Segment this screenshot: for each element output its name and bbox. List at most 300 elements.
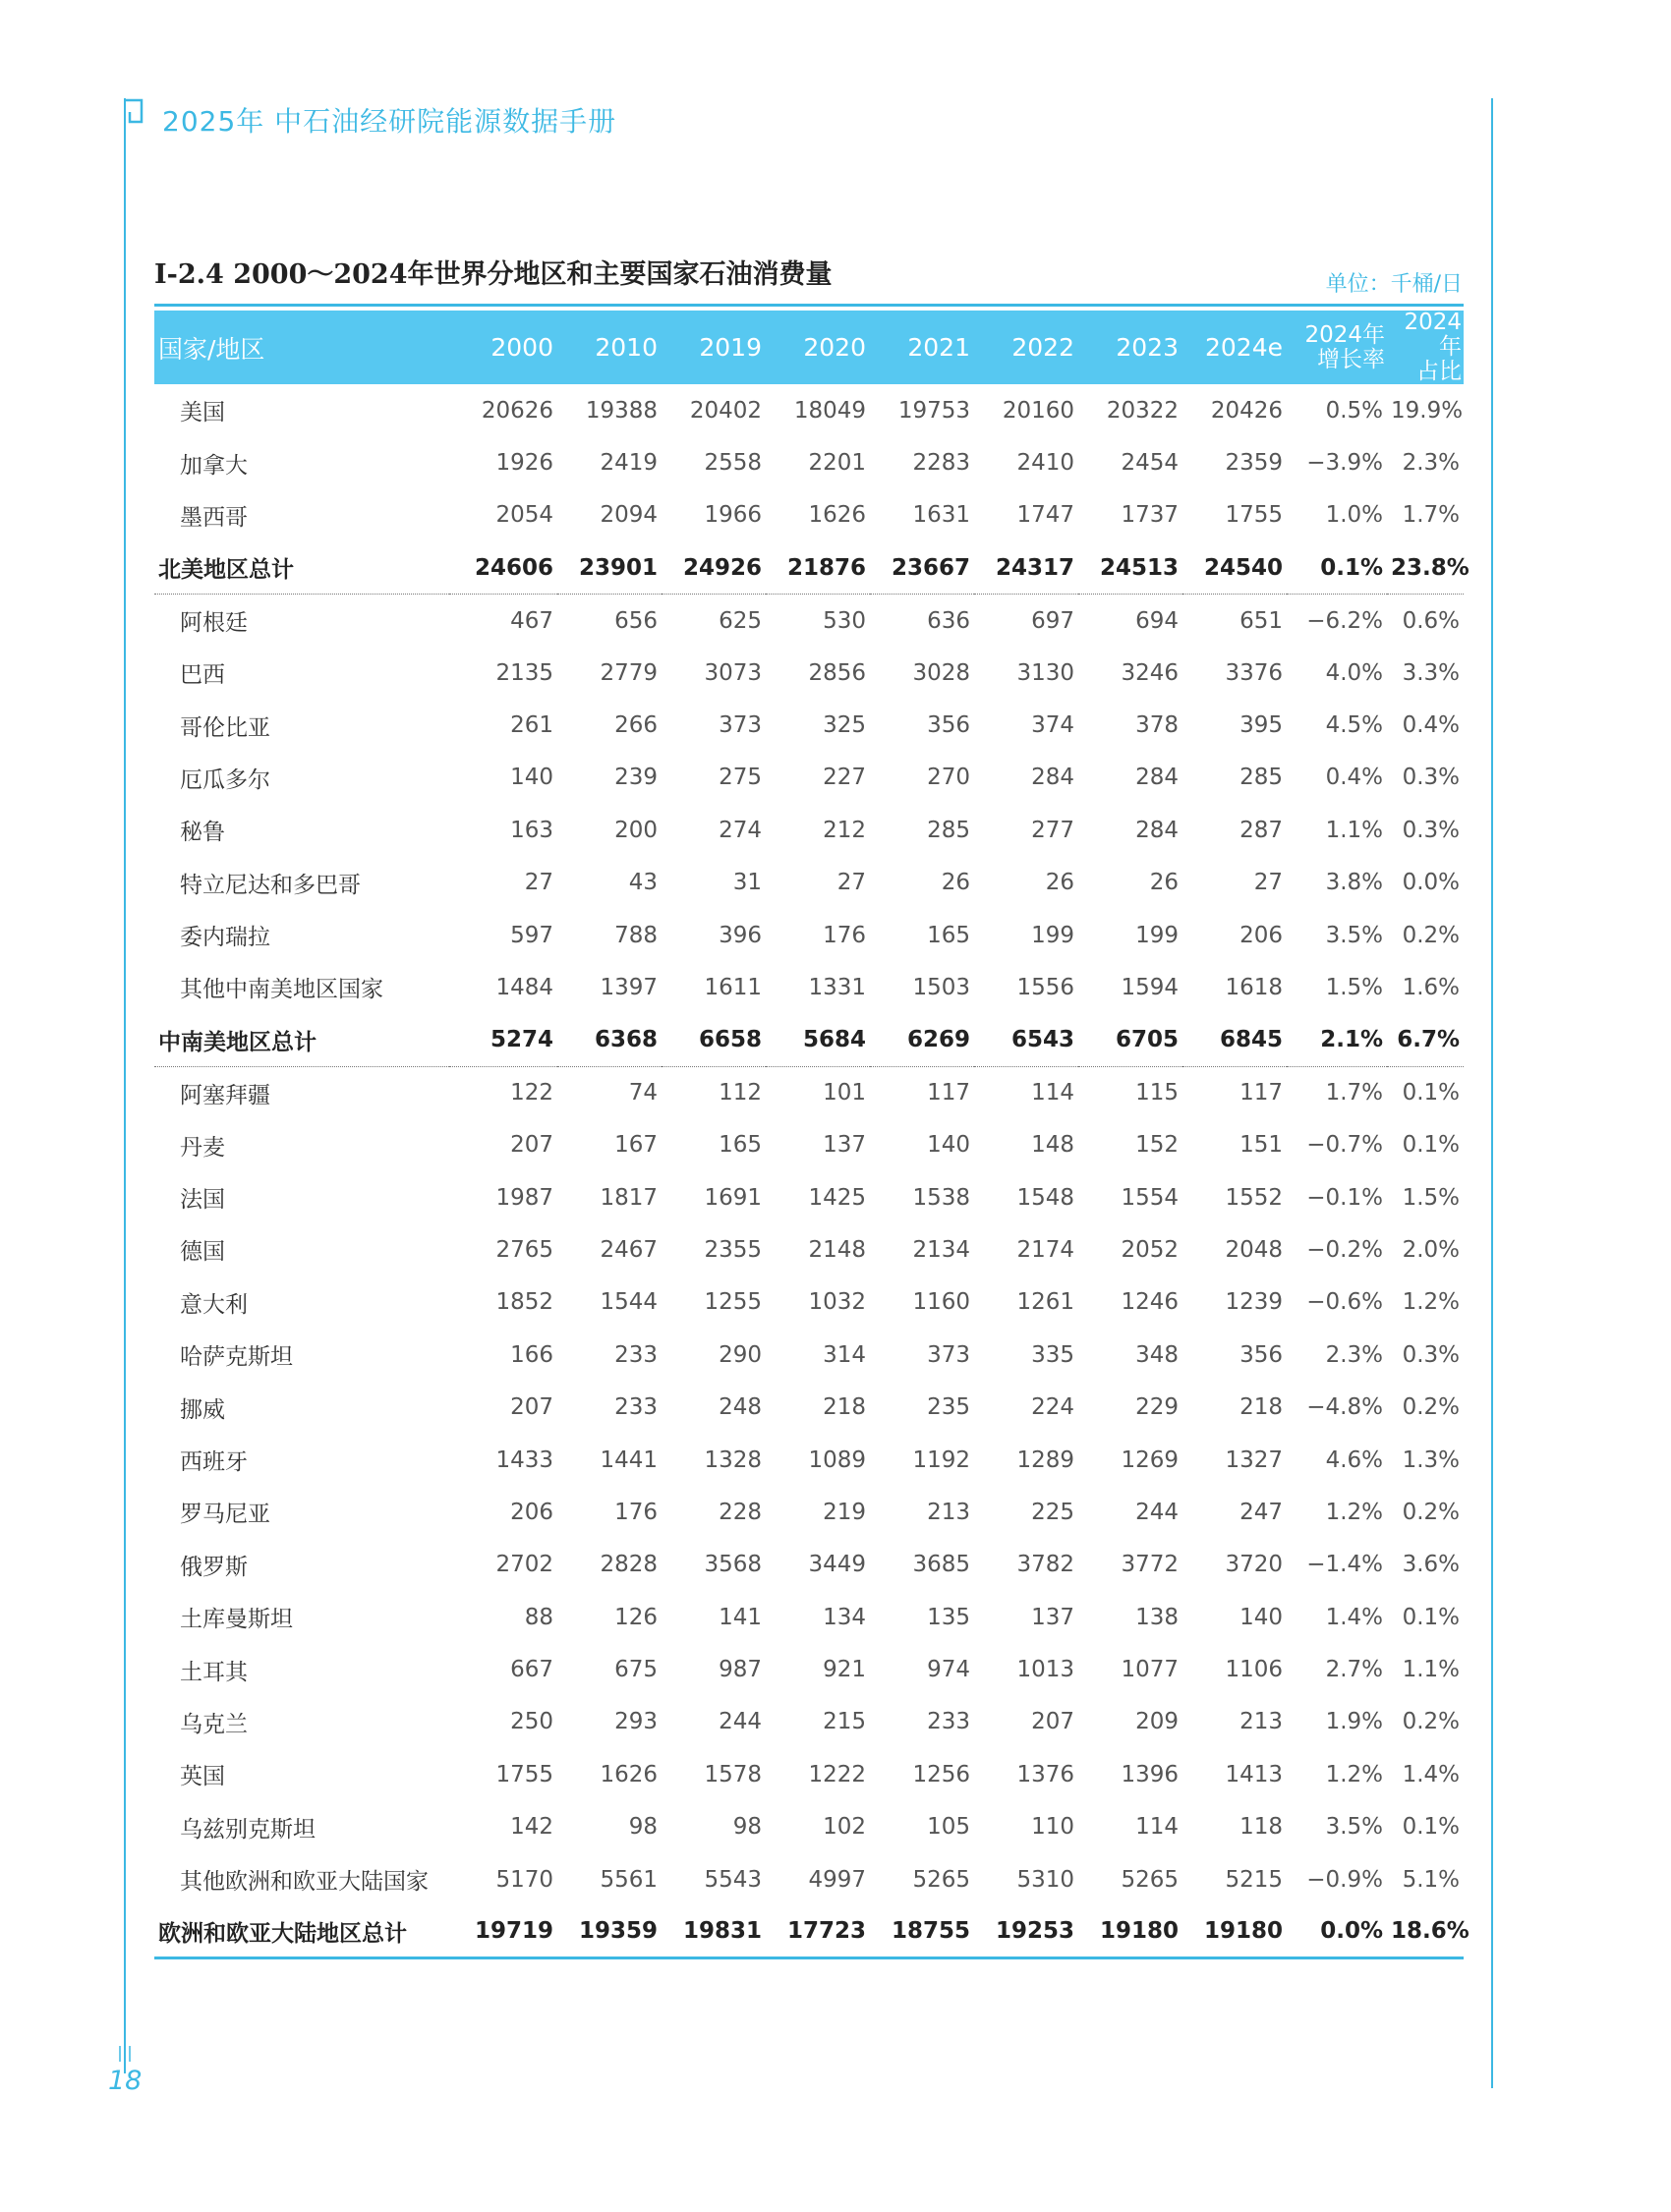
cell-2021: 974 [927,1657,970,1683]
table-row [154,857,1464,909]
cell-2021: 636 [927,607,970,634]
cell-2022: 148 [1031,1132,1074,1159]
cell-2022: 225 [1031,1499,1074,1525]
table-row [154,1066,1464,1118]
table-row [154,1591,1464,1643]
cell-2020: 176 [823,922,866,948]
cell-2022: 199 [1031,922,1074,948]
table-row [154,1643,1464,1695]
cell-2020: 218 [823,1394,866,1421]
cell-2019: 1966 [704,502,762,529]
header-growth-line1: 2024年 [1304,321,1385,348]
cell-2000: 2135 [495,659,553,686]
cell-2019: 373 [719,712,762,739]
cell-2000: 88 [524,1604,553,1630]
table-row [154,1801,1464,1853]
cell-2024e: 1327 [1225,1446,1283,1473]
cell-2021: 1538 [912,1184,970,1211]
cell-2000: 163 [510,817,553,843]
table-row [154,1381,1464,1433]
header-cell-2000: 2000 [490,333,553,362]
cell-2019: 274 [719,817,762,843]
cell-2022: 24317 [974,541,1078,594]
cell-2024e: 218 [1239,1394,1283,1421]
header-share-line1: 2024年 [1404,310,1462,360]
cell-2020: 3449 [808,1552,866,1578]
cell-2000: 1433 [495,1446,553,1473]
cell-2010: 2419 [600,450,658,477]
cell-country-name: 罗马尼亚 [180,1502,270,1528]
cell-share-2024: 1.2% [1402,1289,1460,1316]
cell-2022: 110 [1031,1814,1074,1841]
cell-country-name: 加拿大 [180,452,248,479]
cell-growth-2024: 1.0% [1325,502,1383,529]
table-title: I-2.4 2000～2024年世界分地区和主要国家石油消费量 [154,259,833,290]
cell-2010: 656 [614,607,658,634]
cell-country-name: 厄瓜多尔 [180,766,270,793]
cell-2024e: 2048 [1225,1236,1283,1263]
cell-2021: 18755 [870,1905,974,1957]
cell-2020: 4997 [808,1866,866,1893]
cell-growth-2024: 1.2% [1325,1499,1383,1525]
cell-share-2024: 1.6% [1402,974,1460,1000]
cell-2000: 19719 [449,1905,557,1957]
table-row [154,1329,1464,1381]
cell-2019: 112 [719,1080,762,1106]
cell-2000: 1987 [495,1184,553,1211]
cell-2019: 5543 [704,1866,762,1893]
cell-country-name: 北美地区总计 [154,541,449,594]
page-tick-marks-icon [116,2044,134,2064]
cell-2010: 233 [614,1394,658,1421]
cell-share-2024: 2.3% [1402,450,1460,477]
cell-2019: 6658 [662,1014,766,1066]
cell-2010: 2779 [600,659,658,686]
table-row [154,699,1464,751]
cell-2020: 18049 [793,397,866,424]
cell-share-2024: 1.3% [1402,1446,1460,1473]
cell-2024e: 117 [1239,1080,1283,1106]
cell-growth-2024: 2.1% [1287,1014,1387,1066]
cell-2024e: 6845 [1182,1014,1287,1066]
cell-2023: 1737 [1121,502,1179,529]
cell-2024e: 5215 [1225,1866,1283,1893]
cell-2000: 1755 [495,1761,553,1787]
cell-2023: 694 [1135,607,1179,634]
cell-2021: 356 [927,712,970,739]
cell-2010: 200 [614,817,658,843]
header-cell-country: 国家/地区 [158,334,265,364]
cell-growth-2024: 1.5% [1325,974,1383,1000]
cell-2020: 212 [823,817,866,843]
cell-country-name: 意大利 [180,1291,248,1318]
cell-growth-2024: 3.5% [1325,922,1383,948]
cell-2022: 6543 [974,1014,1078,1066]
cell-2020: 137 [823,1132,866,1159]
table-row [154,1696,1464,1748]
cell-share-2024: 0.3% [1402,817,1460,843]
corner-bracket-icon [122,98,144,124]
cell-2024e: 395 [1239,712,1283,739]
cell-2020: 27 [836,870,866,896]
cell-country-name: 其他中南美地区国家 [180,977,383,1003]
cell-2022: 5310 [1016,1866,1074,1893]
cell-2021: 26 [941,870,970,896]
cell-2024e: 1552 [1225,1184,1283,1211]
cell-2022: 19253 [974,1905,1078,1957]
table-row [154,1486,1464,1538]
cell-country-name: 特立尼达和多巴哥 [180,872,361,898]
cell-growth-2024: 3.8% [1325,870,1383,896]
cell-2020: 1089 [808,1446,866,1473]
cell-share-2024: 19.9% [1391,397,1464,424]
cell-2023: 138 [1135,1604,1179,1630]
cell-2022: 284 [1031,765,1074,791]
cell-2024e: 247 [1239,1499,1283,1525]
header-cell-2020: 2020 [803,333,866,362]
cell-growth-2024: −4.8% [1306,1394,1383,1421]
cell-2010: 74 [628,1080,658,1106]
cell-country-name: 法国 [180,1187,225,1214]
cell-2022: 137 [1031,1604,1074,1630]
table-header-row [154,311,1464,384]
cell-2023: 284 [1135,765,1179,791]
cell-2022: 224 [1031,1394,1074,1421]
cell-2019: 987 [719,1657,762,1683]
cell-2023: 2052 [1121,1236,1179,1263]
cell-share-2024: 0.2% [1402,922,1460,948]
cell-2022: 1376 [1016,1761,1074,1787]
table-row [154,1223,1464,1276]
cell-share-2024: 23.8% [1387,541,1464,594]
cell-2010: 1441 [600,1446,658,1473]
cell-2000: 122 [510,1080,553,1106]
cell-2021: 213 [927,1499,970,1525]
cell-2022: 1548 [1016,1184,1074,1211]
cell-2000: 207 [510,1394,553,1421]
cell-country-name: 英国 [180,1764,225,1790]
cell-country-name: 哥伦比亚 [180,714,270,741]
unit-label: 单位：千桶/日 [1325,272,1463,297]
cell-2021: 140 [927,1132,970,1159]
cell-2021: 235 [927,1394,970,1421]
cell-2024e: 356 [1239,1341,1283,1368]
table-row [154,1276,1464,1329]
cell-2000: 5170 [495,1866,553,1893]
cell-2020: 17723 [766,1905,870,1957]
cell-2000: 140 [510,765,553,791]
cell-2000: 2702 [495,1552,553,1578]
cell-2023: 20322 [1106,397,1179,424]
cell-2023: 115 [1135,1080,1179,1106]
cell-country-name: 乌克兰 [180,1711,248,1737]
cell-share-2024: 0.2% [1402,1499,1460,1525]
cell-2019: 244 [719,1709,762,1735]
cell-2023: 1554 [1121,1184,1179,1211]
cell-growth-2024: 1.4% [1325,1604,1383,1630]
cell-2020: 2201 [808,450,866,477]
cell-country-name: 挪威 [180,1396,225,1423]
cell-growth-2024: −0.1% [1306,1184,1383,1211]
header-cell-2010: 2010 [595,333,658,362]
cell-2010: 2828 [600,1552,658,1578]
cell-2022: 374 [1031,712,1074,739]
cell-2019: 20402 [689,397,762,424]
cell-2021: 285 [927,817,970,843]
cell-2022: 26 [1045,870,1074,896]
cell-share-2024: 3.6% [1402,1552,1460,1578]
cell-2021: 165 [927,922,970,948]
cell-2020: 21876 [766,541,870,594]
cell-2022: 3782 [1016,1552,1074,1578]
table-total-row [154,1014,1464,1066]
cell-share-2024: 0.6% [1402,607,1460,634]
cell-2021: 6269 [870,1014,974,1066]
cell-share-2024: 2.0% [1402,1236,1460,1263]
cell-2023: 1077 [1121,1657,1179,1683]
cell-growth-2024: −0.7% [1306,1132,1383,1159]
cell-2023: 24513 [1078,541,1182,594]
cell-2019: 1255 [704,1289,762,1316]
cell-country-name: 丹麦 [180,1134,225,1161]
cell-2019: 19831 [662,1905,766,1957]
cell-2023: 26 [1149,870,1179,896]
header-cell-growth [1287,311,1387,384]
cell-2024e: 24540 [1182,541,1287,594]
cell-2010: 239 [614,765,658,791]
cell-share-2024: 0.3% [1402,765,1460,791]
cell-2010: 1544 [600,1289,658,1316]
cell-2021: 2283 [912,450,970,477]
cell-growth-2024: −0.9% [1306,1866,1383,1893]
cell-share-2024: 0.1% [1402,1080,1460,1106]
cell-2024e: 151 [1239,1132,1283,1159]
cell-2019: 290 [719,1341,762,1368]
cell-2020: 134 [823,1604,866,1630]
cell-2000: 250 [510,1709,553,1735]
cell-2022: 2410 [1016,450,1074,477]
cell-country-name: 巴西 [180,662,225,689]
cell-growth-2024: 2.7% [1325,1657,1383,1683]
cell-2010: 266 [614,712,658,739]
page-frame-right-rule [1491,98,1493,2088]
table-row [154,1171,1464,1223]
cell-country-name: 美国 [180,400,225,426]
table-row [154,804,1464,856]
header-share-line2: 占比 [1416,359,1462,384]
cell-2021: 233 [927,1709,970,1735]
cell-2020: 1425 [808,1184,866,1211]
table-total-row [154,541,1464,594]
cell-2023: 229 [1135,1394,1179,1421]
cell-2023: 378 [1135,712,1179,739]
title-rule [154,304,1464,307]
cell-2022: 1747 [1016,502,1074,529]
cell-2000: 207 [510,1132,553,1159]
cell-2021: 5265 [912,1866,970,1893]
cell-2023: 114 [1135,1814,1179,1841]
cell-country-name: 土库曼斯坦 [180,1607,293,1633]
cell-share-2024: 0.1% [1402,1814,1460,1841]
cell-growth-2024: 3.5% [1325,1814,1383,1841]
cell-2019: 248 [719,1394,762,1421]
header-cell-2019: 2019 [699,333,762,362]
cell-2024e: 1618 [1225,974,1283,1000]
cell-country-name: 土耳其 [180,1659,248,1685]
table-row [154,1434,1464,1486]
header-cell-2021: 2021 [907,333,970,362]
cell-2023: 244 [1135,1499,1179,1525]
cell-2000: 1852 [495,1289,553,1316]
cell-2020: 102 [823,1814,866,1841]
cell-2023: 3772 [1121,1552,1179,1578]
cell-2021: 1160 [912,1289,970,1316]
cell-2019: 2558 [704,450,762,477]
table-row [154,1853,1464,1905]
cell-2010: 788 [614,922,658,948]
cell-2020: 530 [823,607,866,634]
cell-2023: 1594 [1121,974,1179,1000]
cell-2022: 277 [1031,817,1074,843]
cell-2021: 1256 [912,1761,970,1787]
cell-2021: 3028 [912,659,970,686]
cell-share-2024: 0.2% [1402,1709,1460,1735]
cell-country-name: 欧洲和欧亚大陆地区总计 [154,1905,449,1957]
cell-share-2024: 5.1% [1402,1866,1460,1893]
cell-share-2024: 1.7% [1402,502,1460,529]
cell-2019: 1578 [704,1761,762,1787]
table-row [154,752,1464,804]
cell-2021: 3685 [912,1552,970,1578]
cell-2000: 261 [510,712,553,739]
cell-share-2024: 18.6% [1387,1905,1464,1957]
oil-consumption-table [154,310,1469,1959]
cell-2000: 27 [524,870,553,896]
cell-2024e: 140 [1239,1604,1283,1630]
cell-growth-2024: 1.2% [1325,1761,1383,1787]
cell-2020: 5684 [766,1014,870,1066]
cell-2024e: 3376 [1225,659,1283,686]
cell-2021: 135 [927,1604,970,1630]
cell-2019: 141 [719,1604,762,1630]
cell-2024e: 1106 [1225,1657,1283,1683]
cell-2023: 152 [1135,1132,1179,1159]
cell-growth-2024: 0.5% [1325,397,1383,424]
cell-2019: 275 [719,765,762,791]
cell-share-2024: 1.1% [1402,1657,1460,1683]
cell-growth-2024: 4.6% [1325,1446,1383,1473]
cell-2022: 114 [1031,1080,1074,1106]
cell-2010: 233 [614,1341,658,1368]
cell-share-2024: 0.1% [1402,1604,1460,1630]
cell-2022: 335 [1031,1341,1074,1368]
cell-2000: 166 [510,1341,553,1368]
cell-2021: 1631 [912,502,970,529]
cell-2024e: 1239 [1225,1289,1283,1316]
cell-2024e: 20426 [1210,397,1283,424]
cell-2020: 2856 [808,659,866,686]
cell-2021: 23667 [870,541,974,594]
cell-2022: 1556 [1016,974,1074,1000]
cell-country-name: 德国 [180,1239,225,1266]
cell-share-2024: 0.4% [1402,712,1460,739]
cell-2010: 98 [628,1814,658,1841]
table-row [154,595,1464,647]
header-cell-2024e: 2024e [1204,333,1283,362]
cell-growth-2024: −6.2% [1306,607,1383,634]
cell-2010: 1626 [600,1761,658,1787]
cell-2023: 348 [1135,1341,1179,1368]
cell-2010: 1817 [600,1184,658,1211]
cell-2024e: 206 [1239,922,1283,948]
cell-2024e: 2359 [1225,450,1283,477]
cell-share-2024: 0.3% [1402,1341,1460,1368]
cell-country-name: 西班牙 [180,1449,248,1475]
cell-2010: 5561 [600,1866,658,1893]
cell-2010: 6368 [557,1014,662,1066]
cell-2024e: 285 [1239,765,1283,791]
cell-2020: 1331 [808,974,866,1000]
cell-growth-2024: 4.0% [1325,659,1383,686]
cell-country-name: 哈萨克斯坦 [180,1344,293,1371]
header-cell-2022: 2022 [1011,333,1074,362]
table-row [154,1118,1464,1170]
cell-2023: 6705 [1078,1014,1182,1066]
table-row [154,961,1464,1013]
cell-2019: 1691 [704,1184,762,1211]
cell-2023: 209 [1135,1709,1179,1735]
cell-2010: 2467 [600,1236,658,1263]
cell-growth-2024: 1.9% [1325,1709,1383,1735]
cell-2010: 293 [614,1709,658,1735]
cell-2019: 1328 [704,1446,762,1473]
cell-growth-2024: 0.0% [1287,1905,1387,1957]
cell-2010: 167 [614,1132,658,1159]
cell-2010: 19388 [585,397,658,424]
cell-2022: 697 [1031,607,1074,634]
running-header-title: 2025年 中石油经研院能源数据手册 [162,105,617,138]
cell-2019: 228 [719,1499,762,1525]
cell-2022: 1013 [1016,1657,1074,1683]
cell-2022: 1261 [1016,1289,1074,1316]
cell-2020: 219 [823,1499,866,1525]
cell-2022: 207 [1031,1709,1074,1735]
cell-2010: 23901 [557,541,662,594]
cell-country-name: 阿根廷 [180,610,248,636]
cell-2010: 675 [614,1657,658,1683]
cell-growth-2024: 1.1% [1325,817,1383,843]
cell-share-2024: 0.1% [1402,1132,1460,1159]
header-cell-2023: 2023 [1116,333,1179,362]
cell-2020: 314 [823,1341,866,1368]
cell-2023: 199 [1135,922,1179,948]
cell-2019: 396 [719,922,762,948]
table-row [154,1748,1464,1800]
cell-country-name: 委内瑞拉 [180,925,270,951]
cell-2020: 1032 [808,1289,866,1316]
cell-2019: 165 [719,1132,762,1159]
cell-2000: 597 [510,922,553,948]
cell-2020: 101 [823,1080,866,1106]
cell-2023: 1246 [1121,1289,1179,1316]
cell-2000: 667 [510,1657,553,1683]
cell-2019: 625 [719,607,762,634]
cell-2000: 206 [510,1499,553,1525]
cell-2000: 142 [510,1814,553,1841]
cell-growth-2024: 0.1% [1287,541,1387,594]
cell-2000: 20626 [481,397,553,424]
cell-2023: 19180 [1078,1905,1182,1957]
